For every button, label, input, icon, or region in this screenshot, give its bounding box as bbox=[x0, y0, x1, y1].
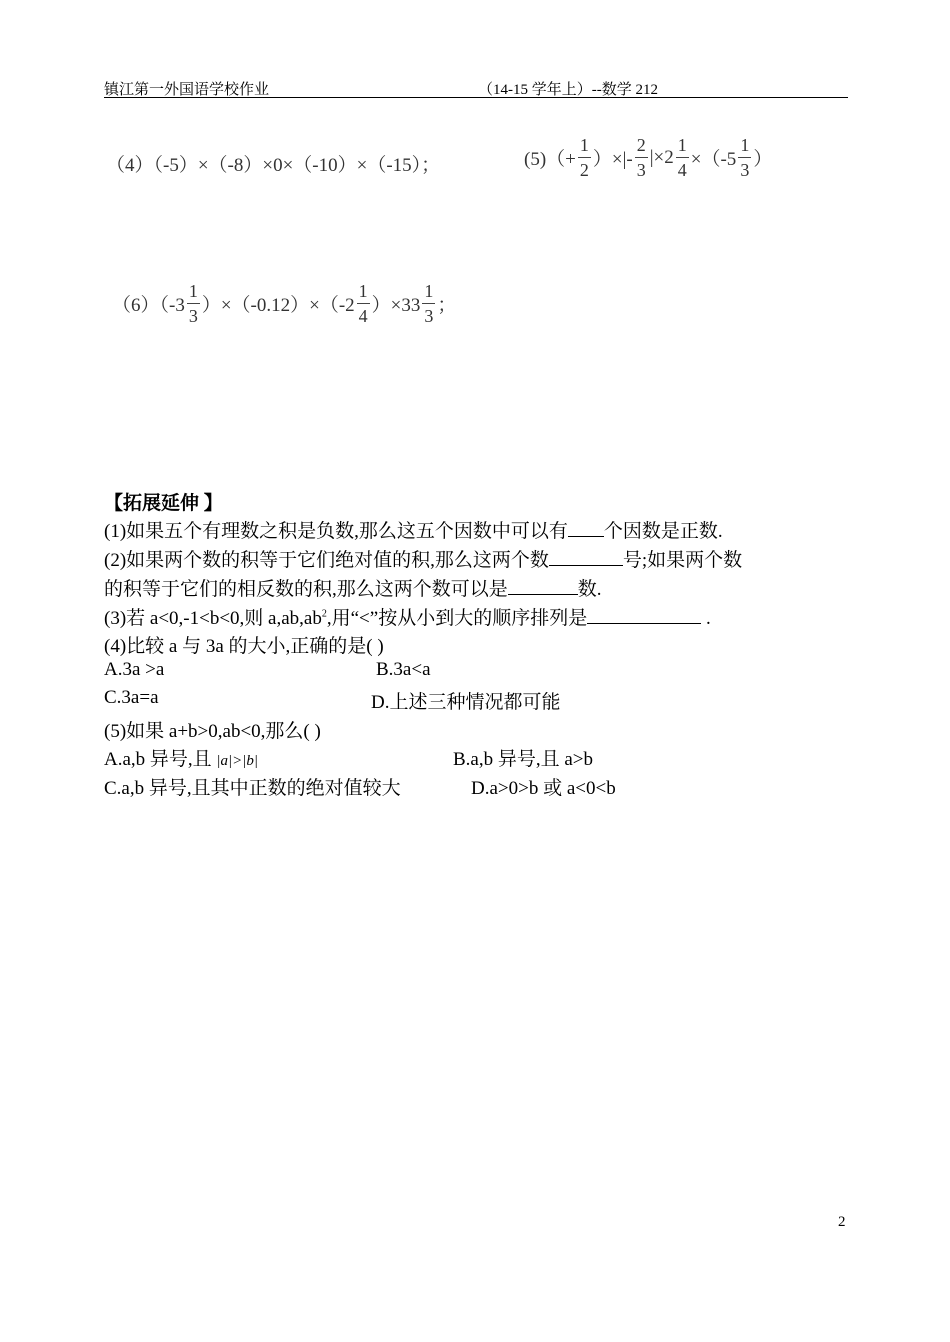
problem-6-label: （6）（-3 bbox=[112, 295, 185, 316]
problem-5-part: ） bbox=[753, 149, 773, 170]
header-school: 镇江第一外国语学校作业 bbox=[104, 82, 270, 98]
page-number: 2 bbox=[838, 1214, 846, 1230]
fraction-denominator: 3 bbox=[422, 303, 435, 325]
problem-6-part: ； bbox=[437, 295, 457, 316]
absolute-value-expression: |a|>|b| bbox=[216, 753, 259, 769]
question-2-continued bbox=[104, 574, 602, 601]
question-5: (5)如果 a+b>0,ab<0,那么( ) bbox=[104, 721, 321, 742]
fraction bbox=[635, 136, 648, 179]
question-3-text: (3)若 a<0,-1<b<0,则 a,ab,ab bbox=[104, 608, 322, 629]
problem-4-text: （4）（-5）×（-8）×0×（-10）×（-15）； bbox=[106, 155, 441, 176]
fraction-numerator: 1 bbox=[424, 281, 434, 301]
fraction bbox=[738, 136, 751, 179]
problem-5-part: ×（-5 bbox=[690, 149, 737, 170]
header-course: （14-15 学年上）--数学 212 bbox=[478, 82, 658, 98]
question-3-tail: . bbox=[701, 608, 711, 629]
option-4d: D.上述三种情况都可能 bbox=[371, 692, 561, 713]
answer-blank[interactable] bbox=[549, 549, 623, 566]
option-5a-text: A.a,b 异号,且 bbox=[104, 749, 212, 770]
fraction-numerator: 1 bbox=[740, 135, 750, 155]
answer-blank[interactable] bbox=[568, 520, 604, 537]
question-2b-tail: 数. bbox=[577, 579, 602, 600]
fraction-numerator: 1 bbox=[579, 135, 589, 155]
question-1-text: (1)如果五个有理数之积是负数,那么这五个因数中可以有 bbox=[104, 521, 568, 542]
question-2 bbox=[104, 545, 742, 572]
question-1 bbox=[104, 516, 723, 543]
fraction-numerator: 1 bbox=[677, 135, 687, 155]
option-4c: C.3a=a bbox=[104, 687, 159, 708]
problem-6-part: ）×33 bbox=[371, 295, 421, 316]
section-title: 【拓展延伸 】 bbox=[104, 493, 223, 514]
fraction bbox=[578, 136, 591, 179]
fraction-numerator: 2 bbox=[636, 135, 646, 155]
superscript: 2 bbox=[321, 608, 327, 620]
fraction-numerator: 1 bbox=[358, 281, 368, 301]
fraction-denominator: 2 bbox=[578, 157, 591, 179]
problem-5-label: (5)（+ bbox=[524, 149, 576, 170]
problem-4 bbox=[106, 150, 440, 177]
problem-6 bbox=[112, 282, 456, 325]
fraction-denominator: 3 bbox=[635, 157, 648, 179]
fraction bbox=[422, 282, 435, 325]
question-1-tail: 个因数是正数. bbox=[603, 521, 723, 542]
fraction-denominator: 3 bbox=[738, 157, 751, 179]
option-5b: B.a,b 异号,且 a>b bbox=[453, 749, 594, 770]
fraction-denominator: 4 bbox=[357, 303, 370, 325]
question-4: (4)比较 a 与 3a 的大小,正确的是( ) bbox=[104, 636, 384, 657]
option-5a bbox=[104, 744, 258, 771]
fraction-denominator: 4 bbox=[676, 157, 689, 179]
problem-5 bbox=[524, 136, 772, 179]
fraction bbox=[187, 282, 200, 325]
option-4b: B.3a<a bbox=[376, 659, 431, 680]
problem-6-part: ）×（-0.12）×（-2 bbox=[201, 295, 355, 316]
question-3-mid: ,用“<”按从小到大的顺序排列是 bbox=[326, 608, 588, 629]
fraction bbox=[357, 282, 370, 325]
option-4a: A.3a >a bbox=[104, 659, 165, 680]
fraction-denominator: 3 bbox=[187, 303, 200, 325]
option-5d: D.a>0>b 或 a<0<b bbox=[471, 778, 616, 799]
option-5c: C.a,b 异号,且其中正数的绝对值较大 bbox=[104, 778, 401, 799]
answer-blank[interactable] bbox=[508, 578, 578, 595]
problem-5-part: ）×|- bbox=[592, 149, 633, 170]
question-2b-text: 的积等于它们的相反数的积,那么这两个数可以是 bbox=[104, 579, 508, 600]
answer-blank[interactable] bbox=[587, 607, 701, 624]
question-2-text: (2)如果两个数的积等于它们绝对值的积,那么这两个数 bbox=[104, 550, 549, 571]
fraction-numerator: 1 bbox=[188, 281, 198, 301]
problem-5-part: |×2 bbox=[649, 146, 674, 168]
question-2-tail: 号;如果两个数 bbox=[622, 550, 743, 571]
question-3 bbox=[104, 603, 711, 630]
fraction bbox=[676, 136, 689, 179]
header-rule bbox=[104, 97, 848, 98]
